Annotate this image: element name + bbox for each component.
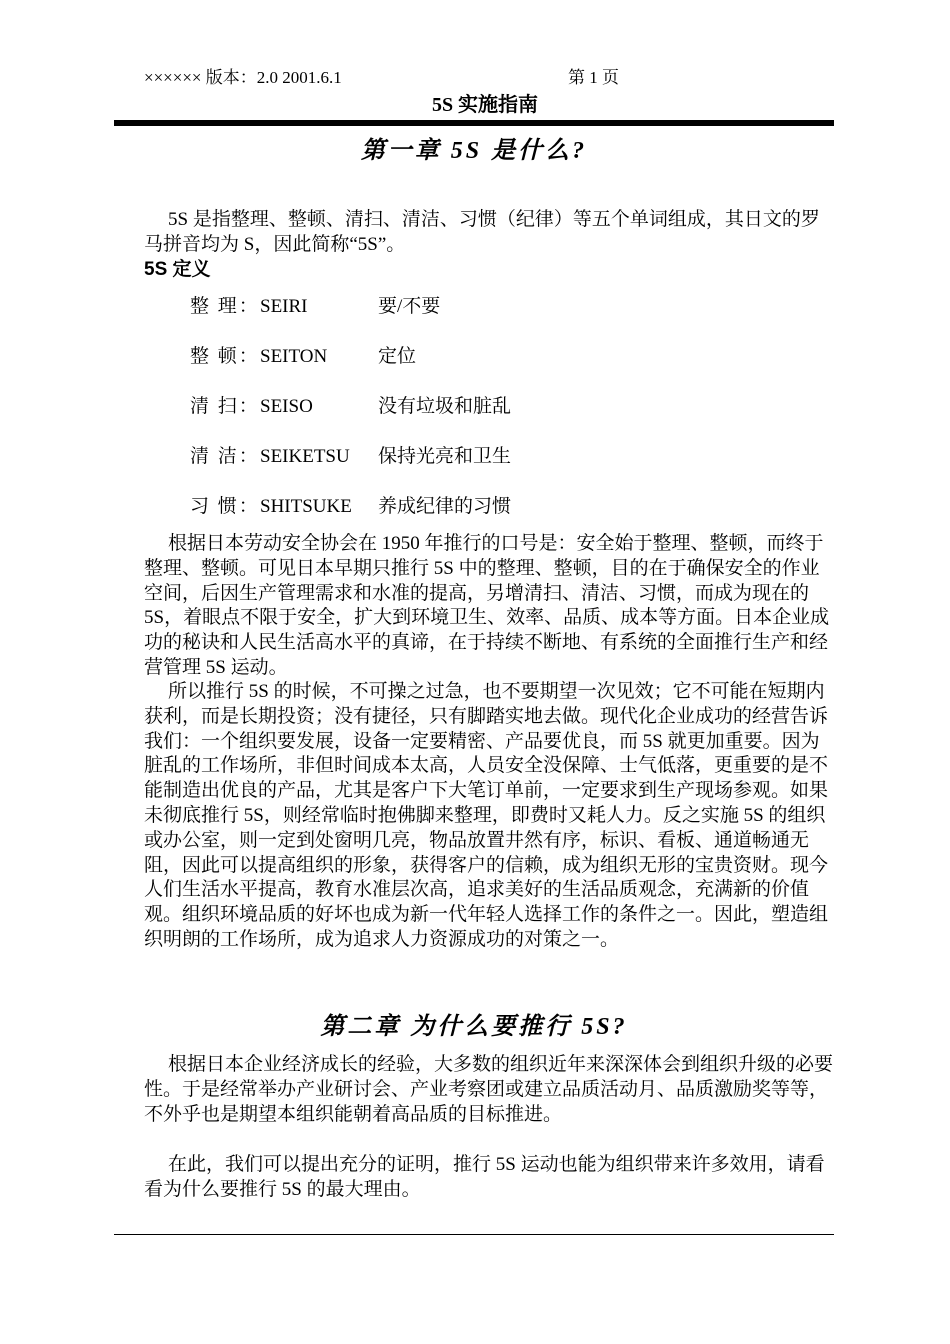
chapter-1-history-paragraph: [144, 532, 834, 681]
chapter-2-experience-text: 根据日本企业经济成长的经验，大多数的组织近年来深深体会到组织升级的必要性。于是经常举办产业研讨会、产业考察团或建立品质活动月、品质激励奖等等，不外乎也是期望本组织能朝着高品质的目标推进。: [144, 1054, 834, 1125]
chapter-1-history-text: 根据日本劳动安全协会在 1950 年推行的口号是：安全始于整理、整顿，而终于整理、整顿。可见日本早期只推行 5S 中的整理、整顿，目的在于确保安全的作业空间，后因生产管理需求和水准的提高，另增清扫、清洁、习惯，而成为现在的 5S，着眼点不限于安全，扩大到环境卫生、效率、品质、成本等方面。日本企业成功的秘诀和人民生活高水平的真谛，在于持续不断地、有系统的全面推行生产和经营管理 5S 运动。: [144, 533, 830, 678]
definition-romaji: SEIKETSU: [260, 446, 350, 467]
definition-meaning: 养成纪律的习惯: [378, 496, 512, 517]
definition-term: 整 理：: [190, 296, 260, 317]
definition-romaji: SEIRI: [260, 296, 308, 317]
definition-item-seiri: [190, 294, 440, 320]
document-title: 5S 实施指南: [431, 94, 539, 116]
definition-term: 习 惯：: [190, 496, 260, 517]
chapter-1-intro-paragraph: [144, 208, 834, 258]
chapter-1-longterm-text: 所以推行 5S 的时候，不可操之过急，也不要期望一次见效；它不可能在短期内获利，而是长期投资；没有捷径，只有脚踏实地去做。现代化企业成功的经营告诉我们：一个组织要发展，设备一定要精密、产品要优良，而 5S 就更加重要。因为脏乱的工作场所，非但时间成本太高，人员安全没保障、士气低落，更重要的是不能制造出优良的产品，尤其是客户下大笔订单前，一定要求到生产现场参观。如果未彻底推行 5S，则经常临时抱佛脚来整理，即费时又耗人力。反之实施 5S 的组织或办公室，则一定到处窗明几亮，物品放置井然有序，标识、看板、通道畅通无阻，因此可以提高组织的形象，获得客户的信赖，成为组织无形的宝贵资财。现今人们生活水平提高，教育水准层次高，追求美好的生活品质观念，充满新的价值观。组织环境品质的好坏也成为新一代年轻人选择工作的条件之一。因此，塑造组织明朗的工作场所，成为追求人力资源成功的对策之一。: [144, 681, 829, 950]
definition-item-seiso: [190, 394, 511, 420]
chapter-1-title: 第一章 5S 是什么?: [360, 138, 588, 164]
definition-item-shitsuke: [190, 494, 511, 520]
header-page-number: 第 1 页: [568, 68, 619, 87]
definition-meaning: 没有垃圾和脏乱: [378, 396, 512, 417]
header-version-info: ×××××× 版本：2.0 2001.6.1: [144, 68, 342, 87]
definition-meaning: 保持光亮和卫生: [378, 446, 512, 467]
chapter-2-reasons-paragraph: [144, 1153, 834, 1203]
header-divider: [114, 120, 834, 126]
definition-term: 整 顿：: [190, 346, 260, 367]
chapter-2-experience-paragraph: [144, 1053, 834, 1127]
chapter-1-longterm-paragraph: [144, 680, 834, 953]
definition-meaning: 定位: [378, 346, 417, 367]
definition-romaji: SHITSUKE: [260, 496, 352, 517]
definition-heading: 5S 定义: [144, 259, 211, 280]
chapter-2-title: 第二章 为什么要推行 5S?: [320, 1014, 628, 1040]
definition-term: 清 扫：: [190, 396, 260, 417]
chapter-2-reasons-text: 在此，我们可以提出充分的证明，推行 5S 运动也能为组织带来许多效用，请看看为什么要推行 5S 的最大理由。: [144, 1154, 825, 1200]
definition-item-seiketsu: [190, 444, 511, 470]
footer-divider: [114, 1234, 834, 1235]
definition-romaji: SEITON: [260, 346, 328, 367]
chapter-1-intro-text: 5S 是指整理、整顿、清扫、清洁、习惯（纪律）等五个单词组成，其日文的罗马拼音均为 S，因此简称“5S”。: [144, 209, 820, 255]
definition-term: 清 洁：: [190, 446, 260, 467]
definition-romaji: SEISO: [260, 396, 313, 417]
definition-item-seiton: [190, 344, 416, 370]
definition-meaning: 要/不要: [378, 296, 441, 317]
